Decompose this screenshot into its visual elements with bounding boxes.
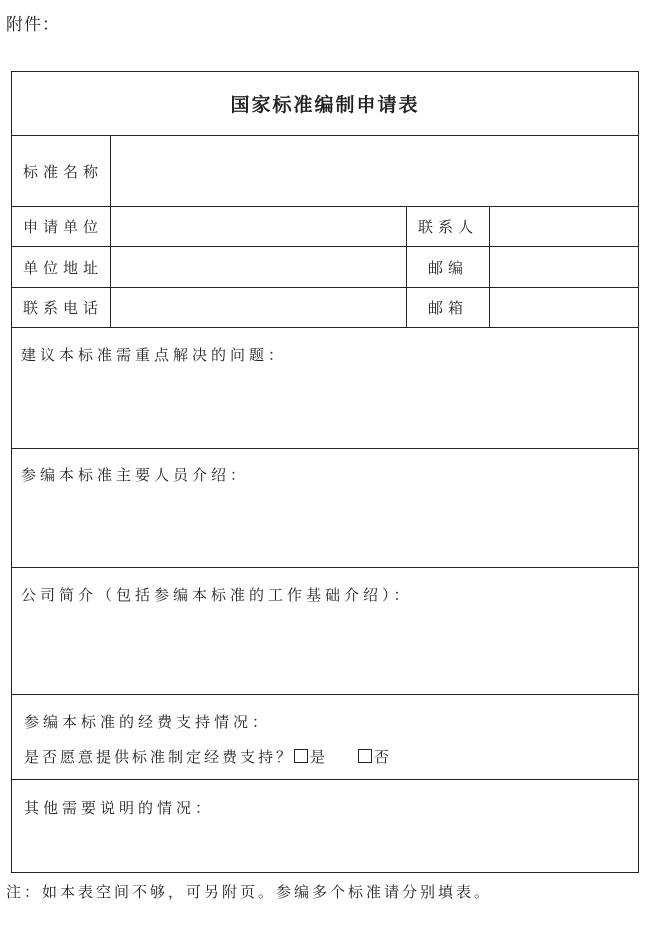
funding-option-no-label: 否 xyxy=(374,748,393,766)
application-form xyxy=(11,71,639,873)
postal-code-label: 邮编 xyxy=(406,247,489,287)
funding-question: 是否愿意提供标准制定经费支持？ xyxy=(24,748,295,766)
funding-option-yes-label: 是 xyxy=(310,748,329,766)
company-intro-label: 公司简介（包括参编本标准的工作基础介绍）： xyxy=(21,586,413,604)
funding-heading: 参编本标准的经费支持情况： xyxy=(24,713,272,731)
form-title-row xyxy=(12,72,638,136)
email-field[interactable] xyxy=(489,288,638,327)
applicant-unit-label: 申请单位 xyxy=(23,218,104,236)
main-personnel-label: 参编本标准主要人员介绍： xyxy=(21,466,250,484)
footnote: 注：如本表空间不够，可另附页。参编多个标准请分别填表。 xyxy=(6,883,493,901)
email-label: 邮箱 xyxy=(406,288,489,327)
standard-name-row xyxy=(12,136,638,207)
key-problems-label: 建议本标准需重点解决的问题： xyxy=(21,346,288,364)
main-personnel-row[interactable] xyxy=(12,449,638,568)
unit-address-label: 单位地址 xyxy=(23,258,104,277)
unit-address-field[interactable] xyxy=(110,247,406,287)
standard-name-label: 标准名称 xyxy=(23,162,104,181)
other-notes-label: 其他需要说明的情况： xyxy=(24,799,215,817)
checkbox-no-icon[interactable] xyxy=(358,749,372,763)
phone-field[interactable] xyxy=(110,288,406,327)
form-title: 国家标准编制申请表 xyxy=(230,94,420,116)
funding-option-no[interactable] xyxy=(358,746,392,767)
funding-option-yes[interactable] xyxy=(294,746,328,767)
company-intro-row[interactable] xyxy=(12,568,638,695)
postal-code-field[interactable] xyxy=(489,247,638,287)
applicant-unit-field[interactable] xyxy=(110,207,406,246)
phone-row xyxy=(12,288,638,328)
phone-label: 联系电话 xyxy=(23,299,104,317)
unit-address-row xyxy=(12,247,638,288)
funding-question-line xyxy=(24,746,392,767)
other-notes-row[interactable] xyxy=(12,780,638,872)
key-problems-row[interactable] xyxy=(12,328,638,449)
checkbox-yes-icon[interactable] xyxy=(294,749,308,763)
applicant-unit-row xyxy=(12,207,638,247)
attachment-label: 附件： xyxy=(6,15,60,35)
contact-person-label: 联系人 xyxy=(406,207,489,246)
contact-person-field[interactable] xyxy=(489,207,638,246)
standard-name-field[interactable] xyxy=(110,136,638,206)
funding-row xyxy=(12,695,638,780)
